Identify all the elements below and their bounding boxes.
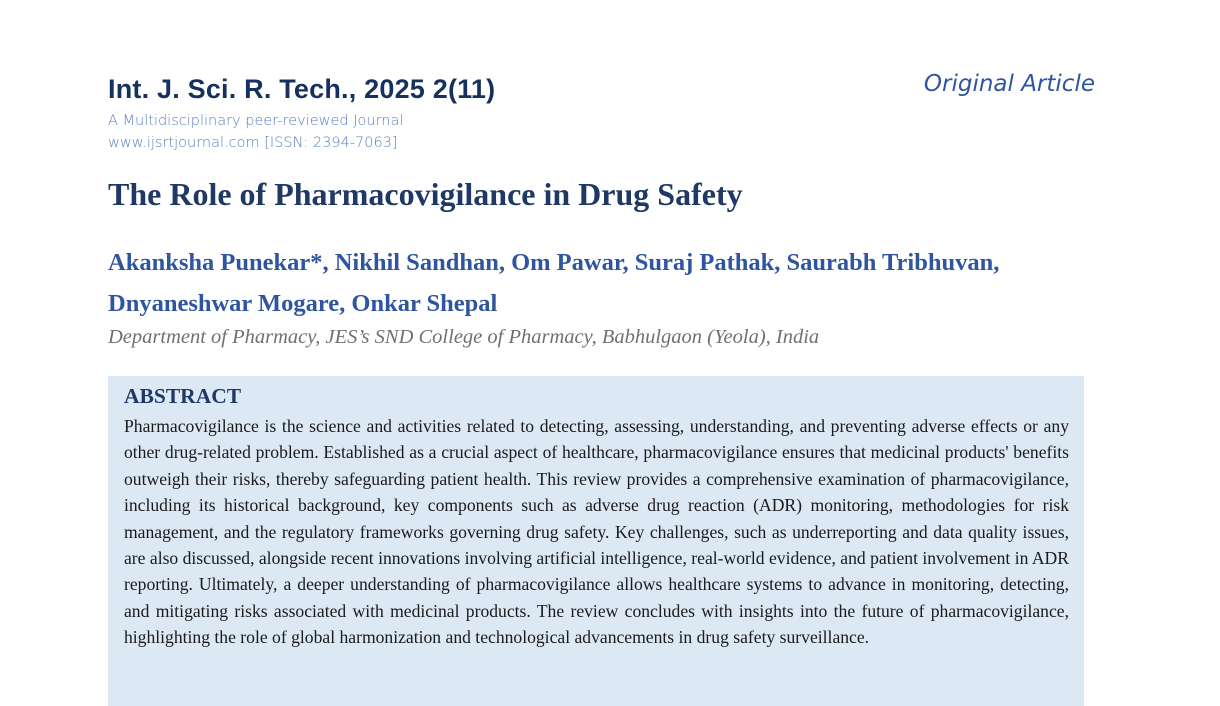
author-affiliation: Department of Pharmacy, JES’s SND College of Pharmacy, Babhulgaon (Yeola), India	[108, 326, 820, 348]
abstract-section	[108, 376, 1084, 706]
paper-title: The Role of Pharmacovigilance in Drug Safety	[108, 176, 743, 212]
abstract-text: Pharmacovigilance is the science and activities related to detecting, assessing, understanding, and preventing adverse effects or any other drug-related problem. Established as a crucial aspect of healthcare, pharmacovigilance ensures that medicinal products' benefits outweigh their risks, thereby safeguarding patient health. This review provides a comprehensive examination of pharmacovigilance, including its historical background, key components such as adverse drug reaction (ADR) monitoring, methodologies for risk management, and the regulatory frameworks governing drug safety. Key challenges, such as underreporting and data quality issues, are also discussed, alongside recent innovations involving artificial intelligence, real-world evidence, and patient involvement in ADR reporting. Ultimately, a deeper understanding of pharmacovigilance allows healthcare systems to advance in monitoring, detecting, and mitigating risks associated with medicinal products. The review concludes with insights into the future of pharmacovigilance, highlighting the role of global harmonization and technological advancements in drug safety surveillance.	[124, 416, 1069, 648]
abstract-heading: ABSTRACT	[124, 384, 242, 408]
journal-tagline: A Multidisciplinary peer-reviewed Journal	[108, 113, 404, 129]
article-type-label: Original Article	[923, 71, 1095, 97]
author-list: Akanksha Punekar*, Nikhil Sandhan, Om Pawar, Suraj Pathak, Saurabh Tribhuvan, Dnyaneshwar Mogare, Onkar Shepal	[108, 249, 1000, 317]
journal-website-issn: www.ijsrtjournal.com [ISSN: 2394-7063]	[108, 135, 398, 151]
journal-citation: Int. J. Sci. R. Tech., 2025 2(11)	[108, 74, 496, 104]
